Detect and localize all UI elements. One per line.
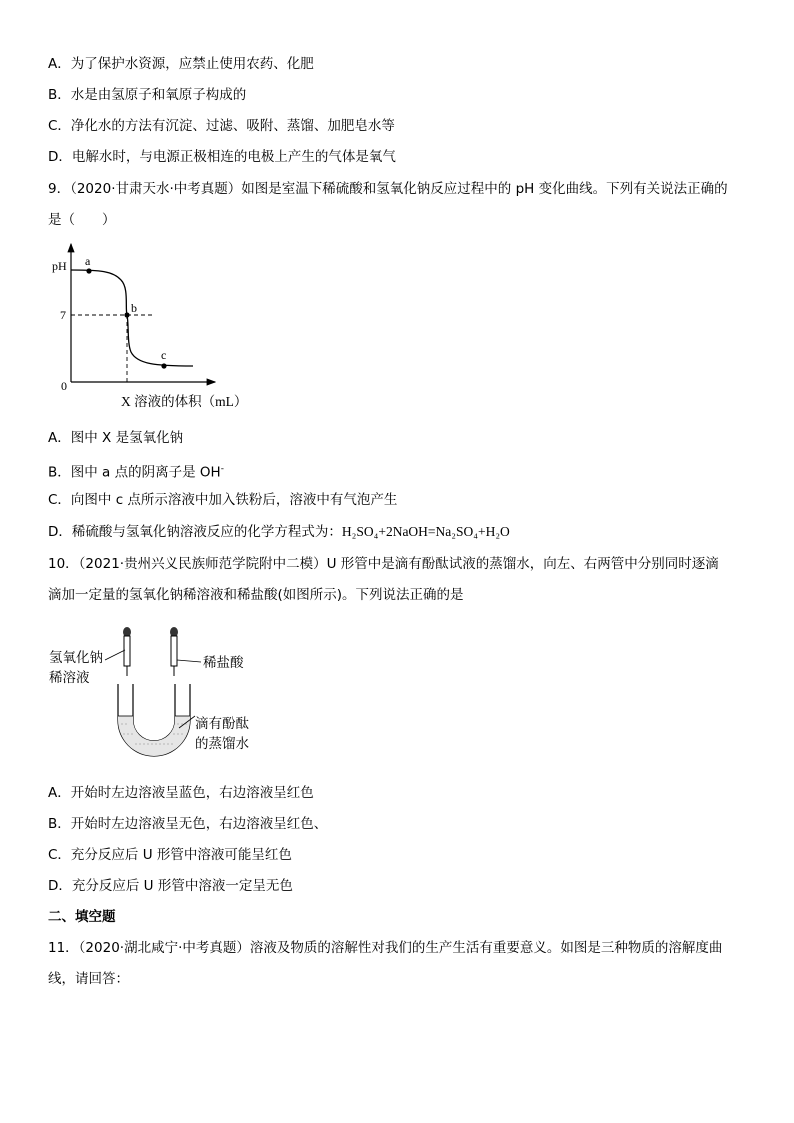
point-c-label: c [161,348,167,362]
q9-option-d [48,523,510,541]
q10-stem-line2: 滴加一定量的氢氧化钠稀溶液和稀盐酸(如图所示)。下列说法正确的是 [48,587,464,603]
y-tick-7: 7 [60,308,66,322]
point-b-marker [124,312,129,317]
q8-option-a: A．为了保护水资源，应禁止使用农药、化肥 [48,56,314,72]
ph-curve [71,270,193,366]
q8-option-b: B．水是由氢原子和氧原子构成的 [48,87,247,103]
right-dropper [170,627,178,676]
q9-option-a: A．图中 X 是氢氧化钠 [48,430,184,446]
x-axis-label: X 溶液的体积（mL） [121,394,248,409]
hcl-label: 稀盐酸 [203,655,244,671]
q9-option-d-text: D．稀硫酸与氢氧化钠溶液反应的化学方程式为： [48,524,342,540]
origin-label: 0 [61,379,67,393]
naoh-label-line1: 氢氧化钠 [49,650,103,666]
q10-option-d: D．充分反应后 U 形管中溶液一定呈无色 [48,878,293,894]
water-label-line2: 的蒸馏水 [195,736,249,752]
point-a-marker [86,268,91,273]
u-tube-liquid [118,716,190,756]
q10-stem-line1: 10．（2021·贵州兴义民族师范学院附中二模）U 形管中是滴有酚酞试液的蒸馏水，向左、右两管中分别同时逐滴 [48,556,719,572]
point-b-label: b [131,301,137,315]
q9-option-b-text: B．图中 a 点的阴离子是 OH [48,464,221,481]
q10-option-a: A．开始时左边溶液呈蓝色，右边溶液呈红色 [48,785,314,801]
q9-option-b [48,460,224,482]
naoh-label-line2: 稀溶液 [49,670,90,686]
q9-option-c: C．向图中 c 点所示溶液中加入铁粉后，溶液中有气泡产生 [48,492,398,508]
q9-stem-line1: 9．（2020·甘肃天水·中考真题）如图是室温下稀硫酸和氢氧化钠反应过程中的 pH 变化曲线。下列有关说法正确的 [48,181,728,197]
q9-option-d-equation: H₂SO₄+2NaOH=Na₂SO₄+H₂O [341,524,510,539]
q9-stem-line2: 是（ ） [48,212,116,228]
point-a-label: a [85,254,91,268]
q11-stem-line1: 11．（2020·湖北咸宁·中考真题）溶液及物质的溶解性对我们的生产生活有重要意义。如图是三种物质的溶解度曲 [48,940,723,956]
q11-stem-line2: 线，请回答： [48,971,129,987]
q8-option-d: D．电解水时，与电源正极相连的电极上产生的气体是氧气 [48,149,396,165]
point-c-marker [161,363,166,368]
q10-option-b: B．开始时左边溶液呈无色，右边溶液呈红色、 [48,816,328,832]
u-tube-diagram [45,620,275,770]
q9-option-b-superscript: - [220,464,224,474]
ph-curve-graph [45,238,285,418]
u-tube-inner [133,684,175,741]
q10-option-c: C．充分反应后 U 形管中溶液可能呈红色 [48,847,292,863]
section-title: 二、填空题 [48,909,116,925]
y-axis-label: pH [52,259,67,273]
left-dropper [123,627,131,676]
q8-option-c: C．净化水的方法有沉淀、过滤、吸附、蒸馏、加肥皂水等 [48,118,395,134]
water-label-line1: 滴有酚酞 [195,716,249,732]
